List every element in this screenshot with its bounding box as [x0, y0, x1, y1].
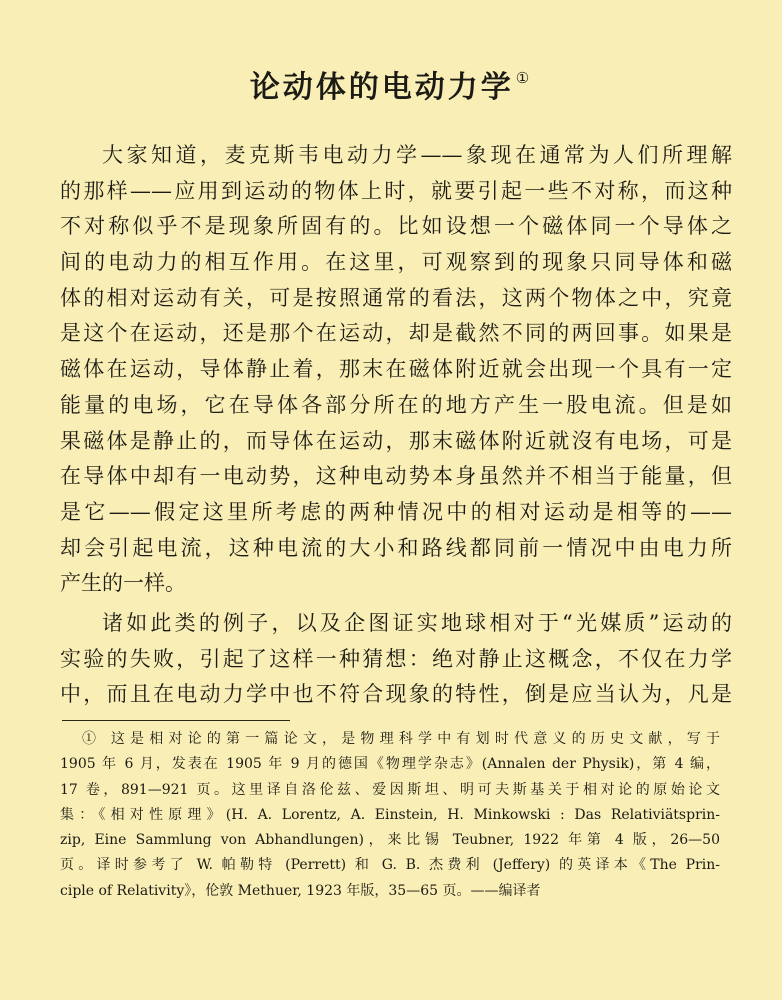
- page-title-text: 论动体的电动力学: [249, 70, 514, 105]
- body-text: [60, 138, 732, 713]
- footnote-mark: ①: [515, 69, 533, 87]
- text-line: 大家知道，麦克斯韦电动力学——象现在通常为人们所理解: [102, 143, 732, 167]
- text-line: 体的相对运动有关，可是按照通常的看法，这两个物体之中，究竟: [60, 285, 732, 310]
- footnote-line: 17 卷，891—921 页。这里译自洛伦兹、爱因斯坦、明可夫斯基关于相对论的原始论文: [60, 781, 720, 798]
- text-line: 的那样——应用到运动的物体上时，就要引起一些不对称，而这种: [60, 178, 732, 203]
- text-line: 却会引起电流，这种电流的大小和路线都同前一情况中由电力所: [60, 535, 732, 560]
- footnote-line: 1905 年 6 月，发表在 1905 年 9 月的德国《物理学杂志》(Annalen der Physik)，第 4 编，: [60, 756, 720, 773]
- paragraph: [60, 606, 732, 713]
- footnote-divider: [62, 720, 290, 721]
- footnote-line: zip, Eine Sammlung von Abhandlungen)，来比锡 Teubner, 1922 年第 4 版，26—50: [60, 832, 720, 849]
- text-line: 间的电动力的相互作用。在这里，可观察到的现象只同导体和磁: [60, 250, 732, 275]
- text-line: 是这个在运动，还是那个在运动，却是截然不同的两回事。如果是: [60, 321, 732, 346]
- text-line: 是它——假定这里所考虑的两种情况中的相对运动是相等的——: [60, 499, 732, 524]
- text-line: 实验的失败，引起了这样一种猜想：绝对静止这概念，不仅在力学: [60, 646, 732, 671]
- footnote: [60, 727, 720, 904]
- text-line: 果磁体是静止的，而导体在运动，那末磁体附近就沒有电场，可是: [60, 428, 732, 453]
- text-line: 在导体中却有一电动势，这种电动势本身虽然并不相当于能量，但: [60, 464, 732, 489]
- footnote-line: ciple of Relativity》，伦敦 Methuer, 1923 年版，35—65 页。——编译者: [60, 882, 541, 899]
- footnote-line: 页。译时参考了 W. 帕勒特 (Perrett) 和 G. B. 杰费利 (Jeffery) 的英译本《The Prin-: [60, 857, 720, 874]
- text-line: 诸如此类的例子，以及企图证实地球相对于“光媒质”运动的: [102, 610, 732, 635]
- text-line: 产生的一样。: [60, 571, 186, 596]
- page-title: [0, 58, 782, 108]
- text-line: 能量的电场，它在导体各部分所在的地方产生一股电流。但是如: [60, 392, 732, 417]
- text-line: 磁体在运动，导体静止着，那末在磁体附近就会出现一个具有一定: [60, 357, 732, 382]
- paragraph: [60, 138, 732, 602]
- footnote-line: 集：《相对性原理》(H. A. Lorentz, A. Einstein, H. Minkowski : Das Relativiätsprin-: [60, 806, 720, 823]
- text-line: 不对称似乎不是现象所固有的。比如设想一个磁体同一个导体之: [60, 214, 732, 239]
- text-line: 中，而且在电动力学中也不符合现象的特性，倒是应当认为，凡是: [60, 682, 732, 707]
- footnote-line: ① 这是相对论的第一篇论文，是物理科学中有划时代意义的历史文献，写于: [82, 731, 720, 747]
